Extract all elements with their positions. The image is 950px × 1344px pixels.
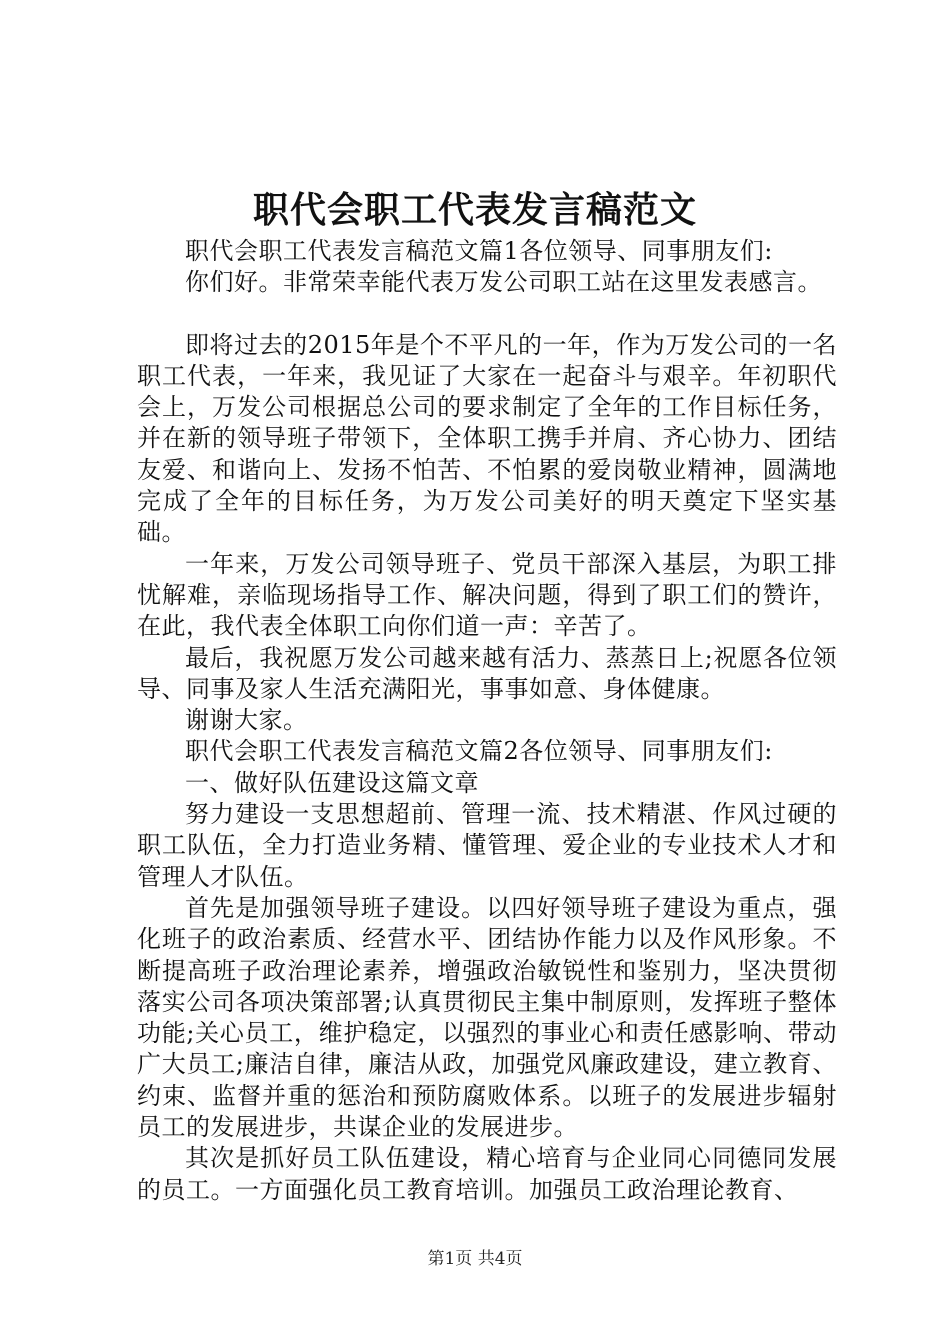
paragraph-greeting-2: 职代会职工代表发言稿范文篇2各位领导、同事朋友们: bbox=[185, 737, 773, 766]
paragraph-wishes: 最后，我祝愿万发公司越来越有活力、蒸蒸日上;祝愿各位领导、同事及家人生活充满阳光，事事如意、身体健康。 bbox=[137, 643, 837, 703]
paragraph-greeting-1: 职代会职工代表发言稿范文篇1各位领导、同事朋友们: bbox=[185, 237, 773, 265]
paragraph-year-review: 即将过去的2015年是个不平凡的一年，作为万发公司的一名职工代表，一年来，我见证了大家在一起奋斗与艰辛。年初职代会上，万发公司根据总公司的要求制定了全年的工作目标任务，并在新的领导班子带领下，全体职工携手并肩、齐心协力、团结友爱、和谐向上、发扬不怕苦、不怕累的爱岗敬业精神，圆满地完成了全年的目标任务，为万发公司美好的明天奠定下坚实基础。 bbox=[137, 330, 837, 547]
page-number: 第1页 共4页 bbox=[427, 1249, 523, 1269]
paragraph-staff-building: 其次是抓好员工队伍建设，精心培育与企业同心同德同发展的员工。一方面强化员工教育培训。加强员工政治理论教育、 bbox=[137, 1144, 837, 1204]
document-title: 职代会职工代表发言稿范文 bbox=[252, 189, 697, 231]
paragraph-thanks: 谢谢大家。 bbox=[185, 706, 308, 735]
section-heading-team-building: 一、做好队伍建设这篇文章 bbox=[185, 768, 479, 797]
paragraph-gap bbox=[137, 299, 837, 330]
paragraph-opening: 你们好。非常荣幸能代表万发公司职工站在这里发表感言。 bbox=[185, 268, 822, 297]
paragraph-team-goal: 努力建设一支思想超前、管理一流、技术精湛、作风过硬的职工队伍，全力打造业务精、懂管理、爱企业的专业技术人才和管理人才队伍。 bbox=[137, 800, 837, 891]
document-body bbox=[137, 236, 837, 1206]
paragraph-leadership-building: 首先是加强领导班子建设。以四好领导班子建设为重点，强化班子的政治素质、经营水平、团结协作能力以及作风形象。不断提高班子政治理论素养，增强政治敏锐性和鉴别力，坚决贯彻落实公司各项决策部署;认真贯彻民主集中制原则，发挥班子整体功能;关心员工，维护稳定，以强烈的事业心和责任感影响、带动广大员工;廉洁自律，廉洁从政，加强党风廉政建设，建立教育、约束、监督并重的惩治和预防腐败体系。以班子的发展进步辐射员工的发展进步，共谋企业的发展进步。 bbox=[137, 893, 837, 1142]
paragraph-leadership-thanks: 一年来，万发公司领导班子、党员干部深入基层，为职工排忧解难，亲临现场指导工作、解决问题，得到了职工们的赞许，在此，我代表全体职工向你们道一声：辛苦了。 bbox=[137, 549, 837, 641]
